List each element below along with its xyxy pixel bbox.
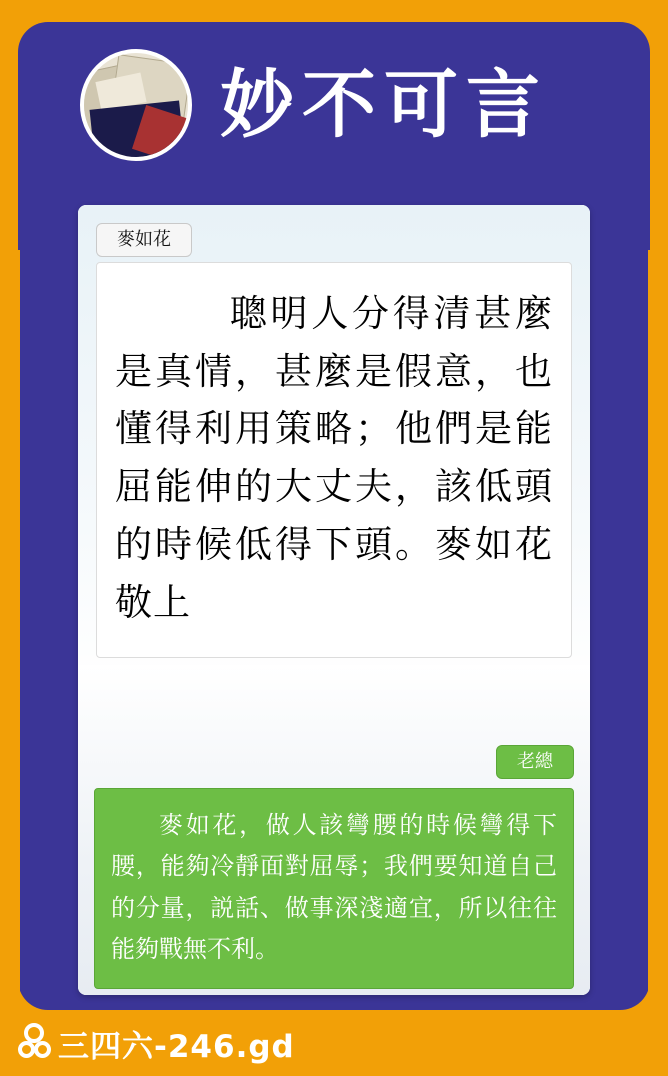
message-card	[78, 205, 590, 995]
quote-text: 聰明人分得清甚麼是真情，甚麼是假意，也懂得利用策略；他們是能屈能伸的大丈夫，該低頭的時候低得下頭。麥如花 敬上	[115, 292, 553, 624]
watermark-text: 三四六-246.gd	[58, 1028, 295, 1065]
reply-text: 麥如花，做人該彎腰的時候彎得下腰，能夠冷靜面對屈辱；我們要知道自己的分量，説話、做事深淺適宜，所以往往能夠戰無不利。	[111, 811, 557, 963]
right-orange-strip	[648, 250, 668, 1010]
three-circles-icon	[18, 1023, 52, 1063]
left-orange-strip	[0, 250, 20, 1010]
quote-box	[96, 262, 572, 658]
author-name-tag: 麥如花	[96, 223, 192, 257]
page-title: 妙不可言	[220, 61, 548, 148]
reply-name-tag: 老總	[496, 745, 574, 779]
reply-box	[94, 788, 574, 989]
page-header	[18, 22, 650, 187]
photo-stack-icon	[80, 49, 192, 161]
footer-watermark-bar	[0, 1010, 668, 1076]
